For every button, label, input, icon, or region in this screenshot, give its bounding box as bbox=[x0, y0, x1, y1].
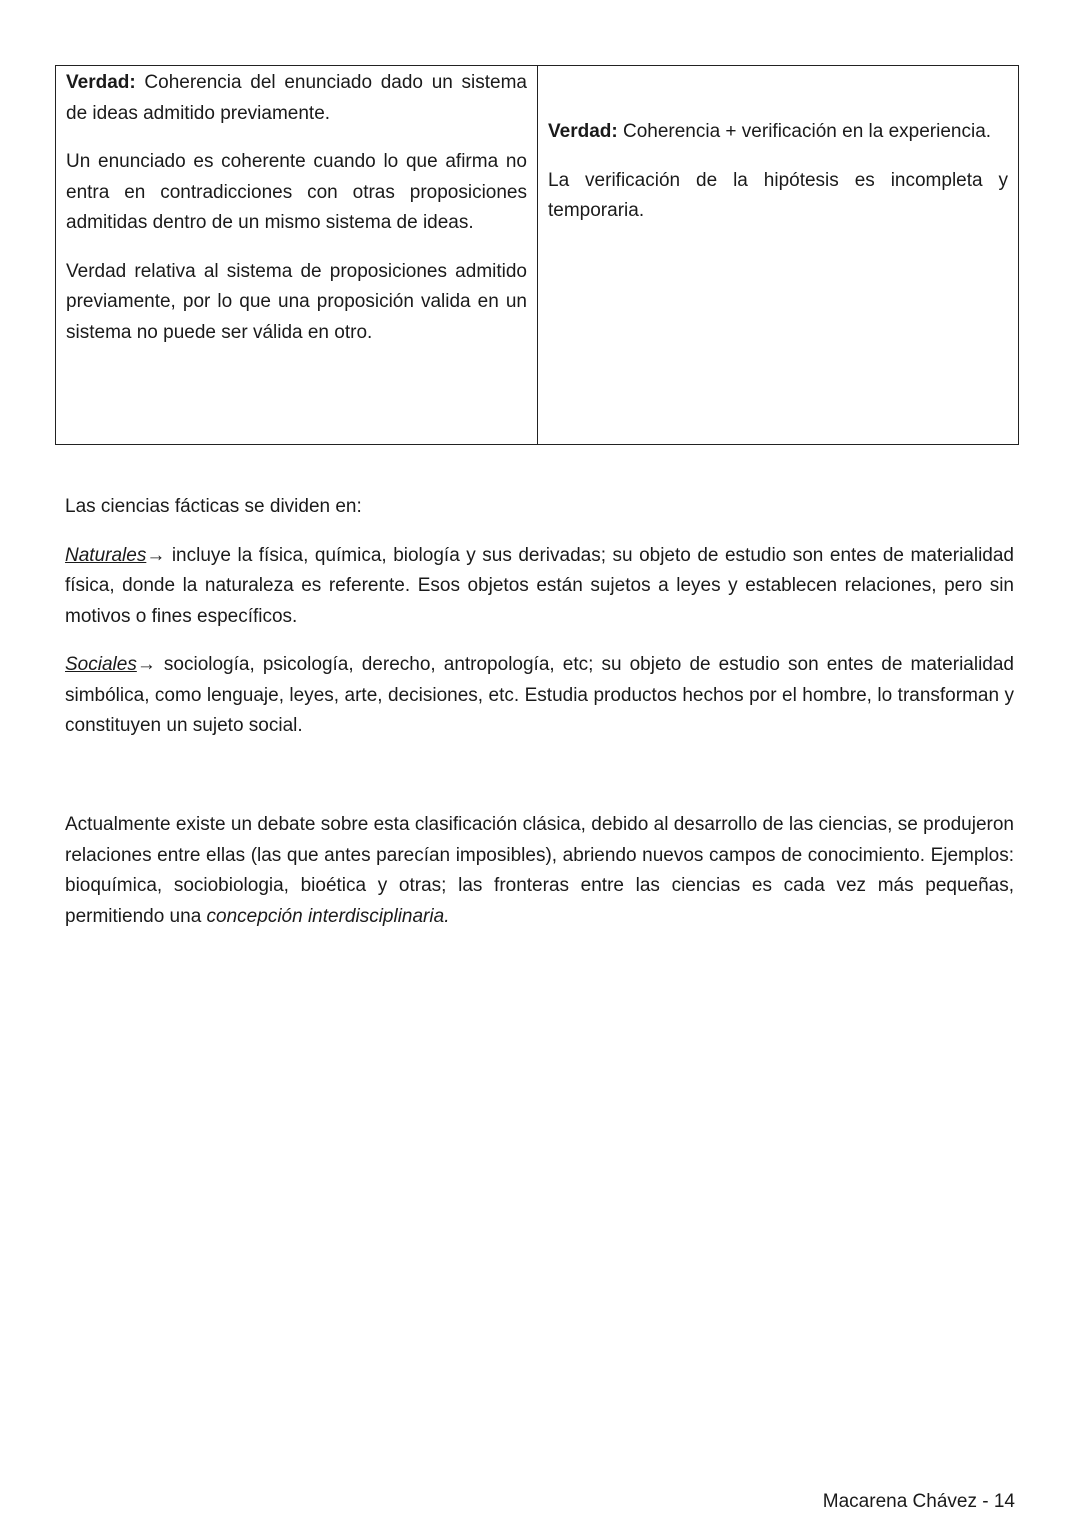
naturales-term: Naturales bbox=[65, 544, 147, 566]
debate-paragraph bbox=[65, 810, 1014, 932]
table-cell-left bbox=[56, 66, 538, 445]
comparison-table bbox=[55, 65, 1019, 445]
sociales-text: sociología, psicología, derecho, antropología, etc; su objeto de estudio son entes de materialidad simbólica, como lenguaje, leyes, arte, decisiones, etc. Estudia productos hechos por el hombre, lo transforman y constituyen un sujeto social. bbox=[65, 654, 1014, 736]
table-cell-right bbox=[538, 66, 1019, 445]
debate-end: . bbox=[444, 905, 450, 927]
debate-emphasis: concepción interdisciplinaria bbox=[206, 905, 445, 927]
right-paragraph-verification: La verificación de la hipótesis es incompleta y temporaria. bbox=[548, 169, 1008, 222]
left-definition bbox=[66, 68, 527, 129]
left-paragraph-relative: Verdad relativa al sistema de proposiciones admitido previamente, por lo que una proposición valida en un sistema no puede ser válida en otro. bbox=[66, 260, 527, 343]
left-definition-text: Coherencia del enunciado dado un sistema de ideas admitido previamente. bbox=[66, 72, 527, 124]
naturales-arrow: → bbox=[146, 544, 166, 566]
sociales-paragraph bbox=[65, 650, 1014, 742]
table-row bbox=[56, 66, 1019, 445]
debate-text: Actualmente existe un debate sobre esta clasificación clásica, debido al desarrollo de las ciencias, se produjeron relaciones entre ellas (las que antes parecían imposibles), abriendo nuevos campos de conocimiento. Ejemplos: bioquímica, sociobiologia, bioética y otras; las fronteras entre las ciencias es cada vez más pequeñas, permitiendo una bbox=[65, 814, 1014, 927]
intro-paragraph: Las ciencias fácticas se dividen en: bbox=[65, 496, 362, 517]
sociales-term: Sociales bbox=[65, 654, 137, 675]
right-definition-text: Coherencia + verificación en la experiencia. bbox=[617, 121, 992, 143]
left-definition-label: Verdad: bbox=[66, 72, 136, 93]
right-definition bbox=[548, 117, 1008, 148]
right-definition-label: Verdad: bbox=[548, 121, 618, 143]
naturales-paragraph bbox=[65, 541, 1014, 633]
left-paragraph-coherence: Un enunciado es coherente cuando lo que afirma no entra en contradicciones con otras proposiciones admitidas dentro de un mismo sistema de ideas. bbox=[66, 151, 527, 233]
sociales-arrow: → bbox=[136, 654, 156, 675]
page-footer: Macarena Chávez - 14 bbox=[822, 1491, 1015, 1512]
debate-section bbox=[65, 810, 1014, 950]
body-section bbox=[65, 492, 1014, 760]
naturales-text: incluye la física, química, biología y sus derivadas; su objeto de estudio son entes de materialidad física, donde la naturaleza es referente. Esos objetos están sujetos a leyes y establecen relaciones, pero sin motivos o fines específicos. bbox=[65, 544, 1014, 627]
